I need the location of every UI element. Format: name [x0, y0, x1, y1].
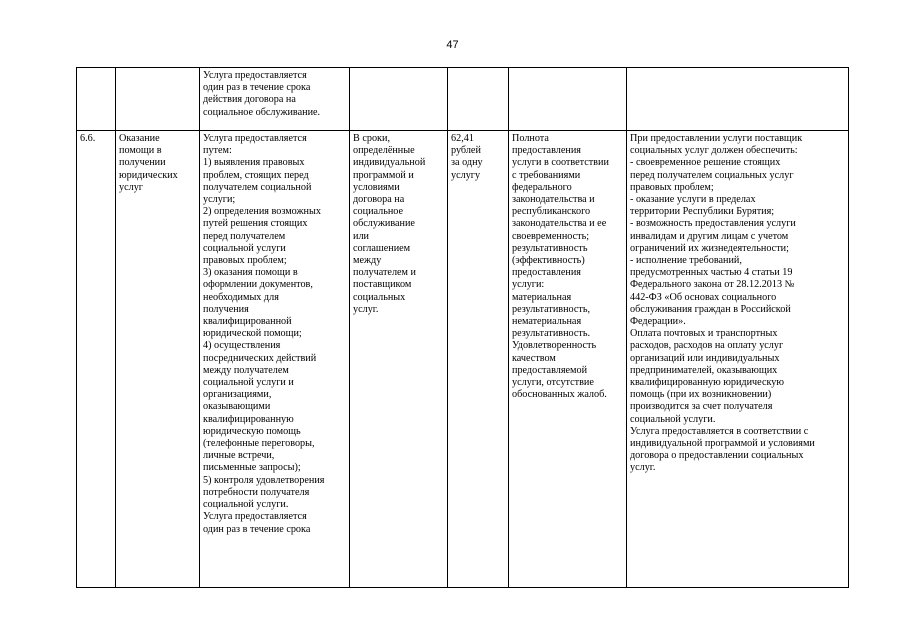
cell-service-indicators: Полнота предоставления услуги в соответствии с требованиями федерального законодательства и республиканского законодательства и ее своевременность; результативность (эффективность) предоставления услуги: материальная результативность, нематериальная результативность. Удовлетворенность качеством предоставляемой услуги, отсутствие обоснованных жалоб. — [509, 131, 627, 588]
cell-service-terms: В сроки, определённые индивидуальной программой и условиями договора на социальное обслуживание или соглашением между получателем и поставщиком социальных услуг. — [350, 131, 448, 588]
cell-service-price: 62,41 рублей за одну услугу — [448, 131, 509, 588]
cell-conditions-empty — [627, 68, 849, 131]
cell-number-empty — [77, 68, 116, 131]
cell-description-continued: Услуга предоставляется один раз в течение срока действия договора на социальное обслуживание. — [200, 68, 350, 131]
cell-terms-empty — [350, 68, 448, 131]
services-table — [76, 67, 849, 588]
cell-service-number: 6.6. — [77, 131, 116, 588]
cell-service-name: Оказание помощи в получении юридических услуг — [116, 131, 200, 588]
table-row-continuation — [77, 68, 849, 131]
cell-name-empty — [116, 68, 200, 131]
cell-price-empty — [448, 68, 509, 131]
cell-indicators-empty — [509, 68, 627, 131]
cell-service-conditions: При предоставлении услуги поставщик социальных услуг должен обеспечить: - своевременное решение стоящих перед получателем социальных услуг правовых проблем; - оказание услуги в пределах территории Республики Бурятия; - возможность предоставления услуги инвалидам и другим лицам с учетом ограничений их жизнедеятельности; - исполнение требований, предусмотренных частью 4 статьи 19 Федерального закона от 28.12.2013 № 442-ФЗ «Об основах социального обслуживания граждан в Российской Федерации». Оплата почтовых и транспортных расходов, расходов на оплату услуг организаций или индивидуальных предпринимателей, оказывающих квалифицированную юридическую помощь (при их возникновении) производится за счет получателя социальной услуги. Услуга предоставляется в соответствии с индивидуальной программой и условиями договора о предоставлении социальных услуг. — [627, 131, 849, 588]
page-number: 47 — [446, 39, 459, 51]
table-row-service-6-6 — [77, 131, 849, 588]
cell-service-description: Услуга предоставляется путем: 1) выявления правовых проблем, стоящих перед получателем социальной услуги; 2) определения возможных путей решения стоящих перед получателем социальной услуги правовых проблем; 3) оказания помощи в оформлении документов, необходимых для получения квалифицированной юридической помощи; 4) осуществления посреднических действий между получателем социальной услуги и организациями, оказывающими квалифицированную юридическую помощь (телефонные переговоры, личные встречи, письменные запросы); 5) контроля удовлетворения потребности получателя социальной услуги. Услуга предоставляется один раз в течение срока — [200, 131, 350, 588]
